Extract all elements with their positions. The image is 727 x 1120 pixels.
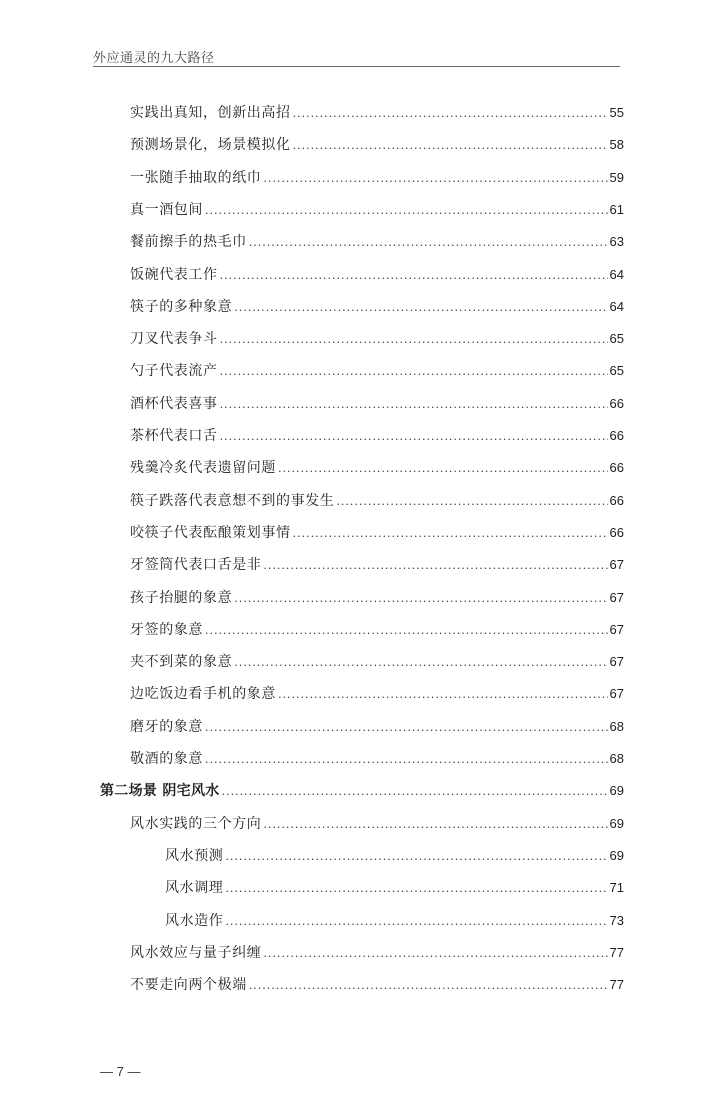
dot-leader [205, 717, 608, 739]
toc-entry [130, 167, 624, 189]
toc-entry [130, 264, 624, 286]
dot-leader [293, 103, 608, 125]
page-number: — 7 — [100, 1064, 141, 1079]
dot-leader [222, 781, 608, 803]
toc-entry-page: 67 [609, 589, 624, 605]
dot-leader [225, 846, 607, 868]
dot-leader [336, 491, 607, 513]
toc-entry [130, 328, 624, 350]
toc-entry-page: 69 [609, 815, 624, 831]
dot-leader [249, 232, 608, 254]
toc-entry [130, 457, 624, 479]
toc-entry-title: 一张随手抽取的纸巾 [130, 169, 262, 186]
dot-leader [225, 878, 607, 900]
toc-entry-title: 真一酒包间 [130, 201, 203, 218]
dot-leader [220, 361, 608, 383]
dot-leader [234, 297, 607, 319]
toc-entry [165, 877, 624, 899]
toc-entry-page: 64 [609, 266, 624, 282]
toc-entry-title: 刀叉代表争斗 [130, 331, 218, 348]
toc-entry-title: 饭碗代表工作 [130, 266, 218, 283]
dot-leader [263, 814, 607, 836]
toc-entry [130, 296, 624, 318]
toc-entry-page: 77 [609, 944, 624, 960]
toc-entry-page: 71 [609, 880, 624, 896]
toc-entry-page: 61 [609, 201, 624, 217]
toc-entry-page: 67 [609, 557, 624, 573]
toc-entry-page: 66 [609, 460, 624, 476]
toc-entry [130, 360, 624, 382]
toc-entry [130, 425, 624, 447]
toc-entry [130, 619, 624, 641]
dot-leader [220, 329, 608, 351]
toc-entry-title: 牙签筒代表口舌是非 [130, 557, 262, 574]
toc-entry-title: 风水预测 [165, 847, 224, 864]
toc-entry-title: 磨牙的象意 [130, 718, 203, 735]
toc-entry-page: 66 [609, 395, 624, 411]
toc-entry-page: 63 [609, 234, 624, 250]
toc-entry [130, 651, 624, 673]
toc-entry-title: 敬酒的象意 [130, 751, 203, 767]
toc-entry-title: 风水调理 [165, 880, 224, 897]
toc-entry-title: 孩子抬腿的象意 [130, 589, 233, 606]
toc-entry-title: 勺子代表流产 [130, 363, 218, 380]
toc-entry-title: 茶杯代表口舌 [130, 428, 218, 444]
dot-leader [234, 588, 607, 610]
toc-entry-title: 餐前擦手的热毛巾 [130, 234, 247, 251]
dot-leader [234, 652, 607, 674]
toc-entry-page: 68 [609, 751, 624, 766]
toc-entry [130, 813, 624, 835]
toc-entry-title: 实践出真知，创新出高招 [130, 105, 291, 121]
toc-entry-page: 55 [609, 105, 624, 120]
dot-leader [249, 975, 608, 997]
dot-leader [220, 265, 608, 287]
toc-entry-title: 咬筷子代表酝酿策划事情 [130, 524, 291, 541]
dot-leader [225, 911, 607, 933]
toc-chapter-entry [100, 780, 624, 802]
toc-entry [130, 974, 624, 996]
dot-leader [220, 426, 608, 448]
dot-leader [278, 684, 608, 706]
dot-leader [293, 523, 608, 545]
dot-leader [293, 135, 608, 157]
toc-entry [130, 102, 624, 124]
header-title: 外应通灵的九大路径 [93, 51, 215, 66]
toc-entry-title: 筷子的多种象意 [130, 298, 233, 315]
toc-entry-page: 65 [609, 363, 624, 379]
toc-entry-title: 酒杯代表喜事 [130, 395, 218, 412]
toc-entry-page: 67 [609, 621, 624, 637]
toc-entry-page: 59 [609, 169, 624, 185]
toc-entry-title: 残羹冷炙代表遗留问题 [130, 460, 276, 477]
toc-entry-page: 58 [609, 137, 624, 153]
toc-entry-title: 风水效应与量子纠缠 [130, 944, 262, 961]
toc-entry-title: 风水实践的三个方向 [130, 815, 262, 832]
toc-entry-page: 68 [609, 718, 624, 734]
toc-entry-title: 筷子跌落代表意想不到的事发生 [130, 492, 335, 509]
toc-entry-page: 65 [609, 331, 624, 347]
toc-entry-page: 67 [609, 686, 624, 702]
dot-leader [263, 168, 607, 190]
toc-entry-page: 77 [609, 977, 624, 993]
toc-entry-page: 66 [609, 428, 624, 443]
toc-entry [130, 490, 624, 512]
dot-leader [278, 458, 608, 480]
toc-entry-title: 第二场景 阴宅风水 [100, 783, 220, 800]
dot-leader [263, 555, 607, 577]
toc-entry [165, 845, 624, 867]
toc-entry-page: 66 [609, 524, 624, 540]
toc-entry-title: 夹不到菜的象意 [130, 654, 233, 671]
toc-entry [130, 554, 624, 576]
toc-entry-page: 69 [609, 783, 624, 799]
toc-entry-title: 牙签的象意 [130, 621, 203, 638]
toc-entry-page: 64 [609, 298, 624, 314]
toc-entry [130, 199, 624, 221]
toc-entry-page: 67 [609, 654, 624, 670]
toc-entry-title: 预测场景化，场景模拟化 [130, 137, 291, 154]
toc-entry-page: 69 [609, 847, 624, 863]
dot-leader [205, 749, 608, 771]
dot-leader [263, 943, 607, 965]
toc-entry-page: 73 [609, 912, 624, 928]
toc-entry [130, 231, 624, 253]
dot-leader [205, 200, 608, 222]
toc-entry [130, 716, 624, 738]
dot-leader [220, 394, 608, 416]
toc-entry [130, 587, 624, 609]
toc-entry [165, 910, 624, 932]
toc-entry-title: 风水造作 [165, 912, 224, 929]
toc-entry-page: 66 [609, 492, 624, 508]
toc-entry [130, 683, 624, 705]
toc-entry [130, 134, 624, 156]
toc-entry [130, 748, 624, 770]
toc-entry [130, 393, 624, 415]
toc-entry [130, 942, 624, 964]
toc-entry-title: 不要走向两个极端 [130, 977, 247, 994]
toc-entry-title: 边吃饭边看手机的象意 [130, 686, 276, 703]
dot-leader [205, 620, 608, 642]
toc-entry [130, 522, 624, 544]
